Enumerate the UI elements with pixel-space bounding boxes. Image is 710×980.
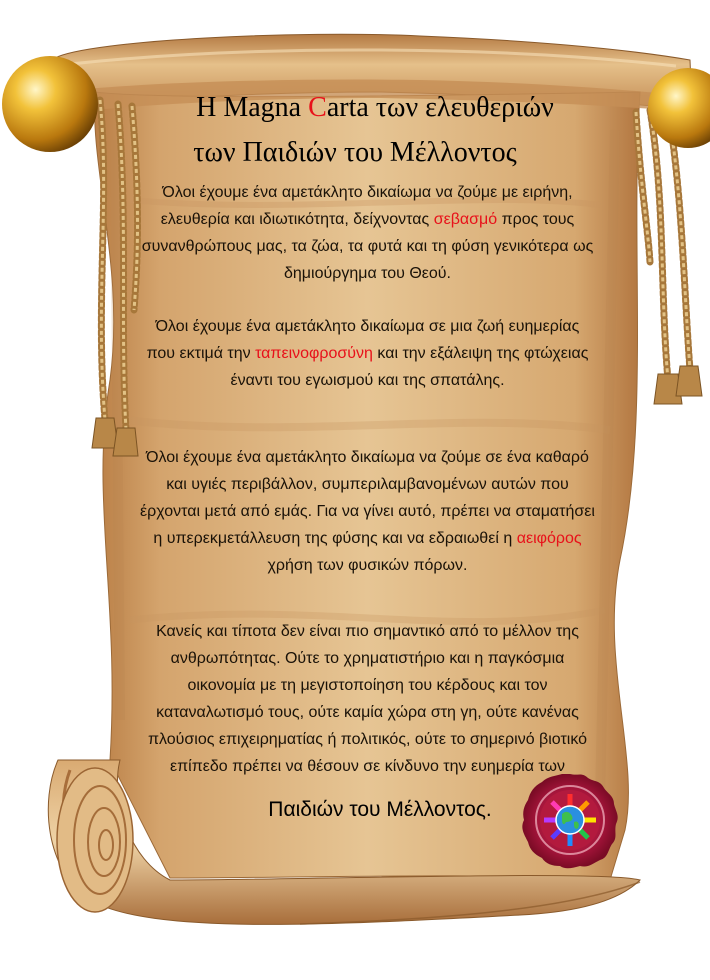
wax-seal-globe-icon (520, 770, 620, 870)
title-accent-letter: C (308, 92, 327, 123)
highlight-respect: σεβασμό (433, 211, 498, 228)
paragraph-environment: Όλοι έχουμε ένα αμετάκλητο δικαίωμα να ζούμε σε ένα καθαρό και υγιές περιβάλλον, συμπεριλαμβανομένων αυτών που έρχονται μετά από εμάς. Για να γίνει αυτό, πρέπει να σταματήσει η υπερεκμετάλλευση της φύσης και να εδραιωθεί η αειφόρος χρήση των φυσικών πόρων. (140, 449, 595, 574)
gold-sphere-icon (2, 56, 98, 152)
highlight-humility: ταπεινοφροσύνη (255, 345, 373, 362)
paragraph-prosperity: Όλοι έχουμε ένα αμετάκλητο δικαίωμα σε μια ζωή ευημερίας που εκτιμά την ταπεινοφροσύνη και την εξάλειψη της φτώχειας έναντι του εγωισμού και της σπατάλης. (146, 318, 589, 389)
paragraph-future: Κανείς και τίποτα δεν είναι πιο σημαντικό από το μέλλον της ανθρωπότητας. Ούτε το χρηματιστήριο και η παγκόσμια οικονομία με τη μεγιστοποίηση του κέρδους και τον καταναλωτισμό τους, ούτε καμία χώρα στη γη, ούτε κανένας πλούσιος επιχειρηματίας ή πολιτικός, ούτε το σημερινό βιοτικό επίπεδο πρέπει να θέσουν σε κίνδυνο την ευημερία των (147, 623, 588, 775)
closing-line: Παιδιών του Μέλλοντος. (268, 798, 492, 821)
paragraph-peace: Όλοι έχουμε ένα αμετάκλητο δικαίωμα να ζούμε με ειρήνη, ελευθερία και ιδιωτικότητα, δείχνοντας σεβασμό προς τους συνανθρώπους μας, τα ζώα, τα φυτά και τη φύση γενικότερα ως δημιούργημα του Θεού. (141, 184, 594, 282)
page-title-line-1: H Magna Carta των ελευθεριών (196, 92, 554, 123)
page-title-line-2: των Παιδιών του Μέλλοντος (193, 137, 517, 168)
highlight-sustainable: αειφόρος (516, 530, 582, 547)
